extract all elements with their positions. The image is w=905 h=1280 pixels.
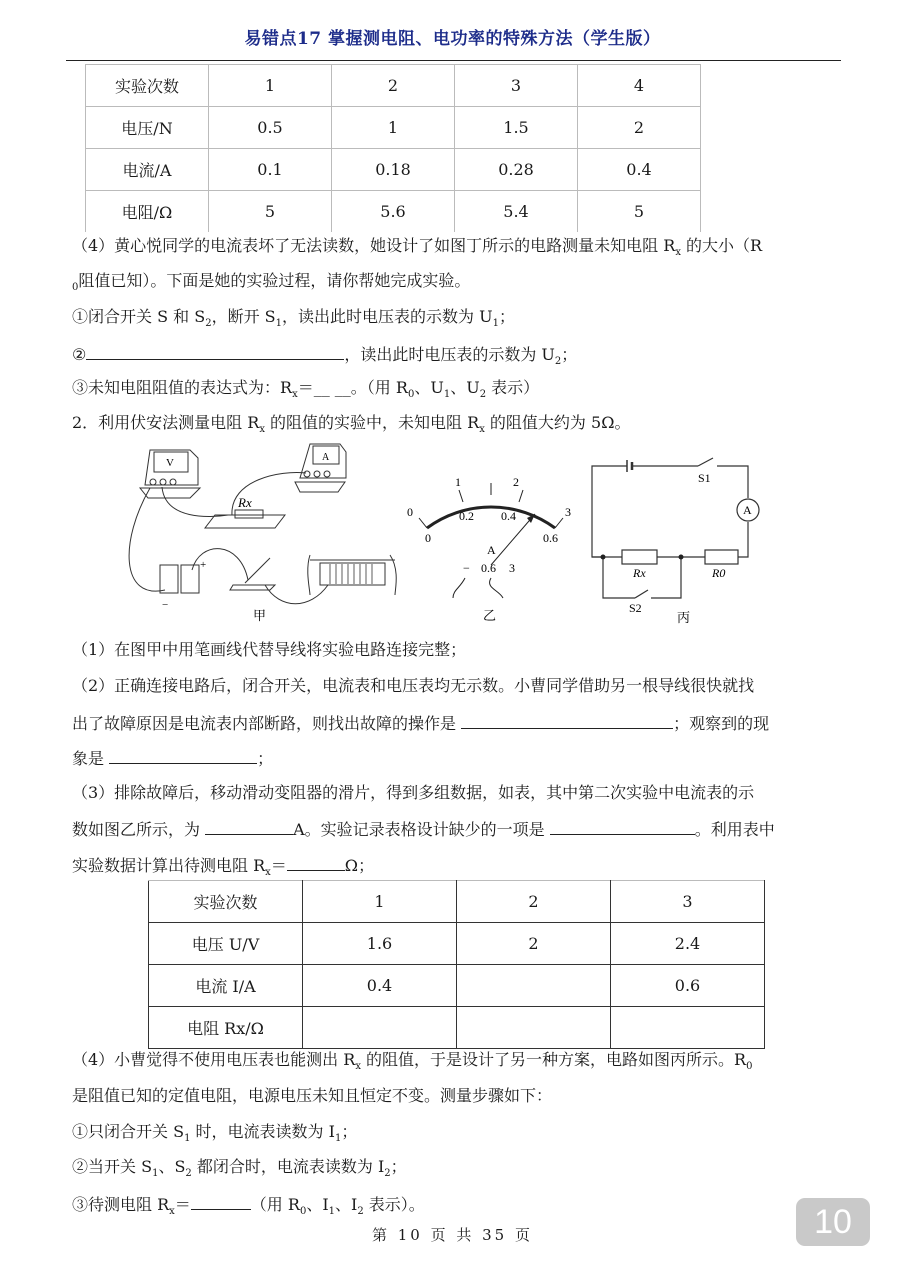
svg-text:A: A	[487, 543, 496, 557]
q1-part4-line1: （4）黄心悦同学的电流表坏了无法读数，她设计了如图丁所示的电路测量未知电阻 $R_x$ 的大小（R	[72, 236, 763, 259]
svg-text:R0: R0	[712, 566, 726, 580]
q2-part3-line3: 实验数据计算出待测电阻 $R_x= \Omega$；	[72, 856, 375, 879]
table-cell: 0.6	[611, 965, 765, 1007]
table-cell: 3	[611, 881, 765, 923]
table-row	[86, 191, 701, 233]
table-cell: 2	[457, 881, 611, 923]
svg-text:Rx: Rx	[633, 566, 646, 580]
table-cell: 实验次数	[149, 881, 303, 923]
table-cell: 0.5	[209, 107, 332, 149]
answer-blank[interactable]	[550, 818, 695, 835]
table-row	[86, 65, 701, 107]
svg-text:−: −	[162, 599, 169, 611]
page-number-footer: 第 10 页 共 35 页	[371, 1226, 533, 1244]
svg-text:丙: 丙	[677, 610, 691, 625]
svg-text:甲: 甲	[253, 608, 267, 623]
table-cell	[457, 965, 611, 1007]
svg-text:0.6: 0.6	[543, 531, 558, 545]
header-rule	[66, 60, 841, 61]
q2-part3-line1: （3）排除故障后，移动滑动变阻器的滑片，得到多组数据，如表，其中第二次实验中电流表的示	[72, 783, 755, 802]
page-title: 易错点17 掌握测电阻、电功率的特殊方法（学生版）	[244, 29, 661, 49]
svg-text:0: 0	[425, 531, 431, 545]
table-cell: 5.6	[332, 191, 455, 233]
q2-part4-line2: 是阻值已知的定值电阻，电源电压未知且恒定不变。测量步骤如下：	[72, 1086, 553, 1105]
table-cell: 1	[332, 107, 455, 149]
table-cell: 电压 U/V	[149, 923, 303, 965]
q2-part1: （1）在图甲中用笔画线代替导线将实验电路连接完整；	[72, 640, 467, 659]
table-cell: 1	[303, 881, 457, 923]
table-row	[149, 923, 765, 965]
answer-blank[interactable]	[86, 343, 344, 360]
q2-part2-line1: （2）正确连接电路后，闭合开关，电流表和电压表均无示数。小曹同学借助另一根导线很快就找	[72, 676, 755, 695]
table-cell: 2.4	[611, 923, 765, 965]
table-cell: 0.1	[209, 149, 332, 191]
svg-text:S2: S2	[629, 601, 642, 615]
table-row	[86, 107, 701, 149]
table-row	[86, 149, 701, 191]
figure-jia-circuit-apparatus	[110, 440, 410, 630]
q1-step1: ①闭合开关 S 和 $S_2$，断开 $S_1$，读出此时电压表的示数为 $U_1$；	[72, 307, 515, 330]
q2-part4-step3: ③待测电阻 $R_x=$ （用 $R_0$、$I_1$、$I_2$ 表示）。	[72, 1195, 425, 1218]
figure-yi-ammeter-dial	[395, 450, 595, 630]
svg-text:乙: 乙	[483, 608, 497, 623]
svg-text:0.2: 0.2	[459, 509, 474, 523]
table-cell: 0.4	[303, 965, 457, 1007]
svg-text:Rx: Rx	[238, 495, 252, 510]
answer-blank[interactable]	[205, 818, 293, 835]
table-row	[149, 965, 765, 1007]
svg-text:A: A	[743, 503, 752, 517]
svg-text:3: 3	[565, 505, 571, 519]
table-cell: 1.6	[303, 923, 457, 965]
svg-text:A: A	[322, 452, 330, 463]
table-cell: 0.4	[578, 149, 701, 191]
table-cell: 实验次数	[86, 65, 209, 107]
table-cell	[611, 1007, 765, 1049]
table-cell: 1	[209, 65, 332, 107]
table-cell: 5	[578, 191, 701, 233]
table-cell: 1.5	[455, 107, 578, 149]
svg-text:0: 0	[407, 505, 413, 519]
q1-step3: ③未知电阻阻值的表达式为：$R_x=\_\_$ __。（用 $R_0$、$U_1$、$U_2$ 表示）	[72, 378, 540, 401]
table-cell: 3	[455, 65, 578, 107]
q2-intro: 2．利用伏安法测量电阻 $R_x$ 的阻值的实验中，未知电阻 $R_x$ 的阻值大约为 5Ω。	[72, 413, 631, 436]
svg-text:S1: S1	[698, 471, 711, 485]
svg-text:0.6: 0.6	[481, 561, 496, 575]
table-cell: 5.4	[455, 191, 578, 233]
data-table-1	[85, 64, 701, 232]
table-cell: 电流/A	[86, 149, 209, 191]
table-cell: 电阻 Rx/Ω	[149, 1007, 303, 1049]
table-cell: 2	[457, 923, 611, 965]
table-cell: 0.28	[455, 149, 578, 191]
q2-part2-line2: 出了故障原因是电流表内部断路，则找出故障的操作是 ；观察到的现	[72, 714, 770, 733]
q2-part4-step1: ①只闭合开关 $S_1$ 时，电流表读数为 $I_1$；	[72, 1122, 358, 1145]
q2-part4-step2: ②当开关 $S_1$、$S_2$ 都闭合时，电流表读数为 $I_2$；	[72, 1157, 407, 1180]
table-cell: 4	[578, 65, 701, 107]
svg-text:3: 3	[509, 561, 515, 575]
table-cell: 电流 I/A	[149, 965, 303, 1007]
svg-text:0.4: 0.4	[501, 509, 516, 523]
table-row	[149, 1007, 765, 1049]
data-table-2	[148, 880, 765, 1049]
table-cell: 电阻/Ω	[86, 191, 209, 233]
page-badge: 10	[796, 1198, 870, 1246]
table-cell: 电压/N	[86, 107, 209, 149]
table-cell	[303, 1007, 457, 1049]
figure-bing-circuit-diagram	[585, 450, 785, 630]
table-cell: 2	[332, 65, 455, 107]
svg-text:V: V	[166, 457, 174, 469]
q1-part4-line2: $_0$阻值已知）。下面是她的实验过程，请你帮她完成实验。	[72, 271, 471, 294]
svg-text:−: −	[463, 561, 470, 575]
answer-blank[interactable]	[287, 854, 345, 871]
q2-part2-line3: 象是 ；	[72, 749, 274, 768]
q2-part4-line1: （4）小曹觉得不使用电压表也能测出 $R_x$ 的阻值，于是设计了另一种方案，电路如图丙所示。$R_0$	[72, 1050, 753, 1073]
table-cell: 2	[578, 107, 701, 149]
table-row	[149, 881, 765, 923]
answer-blank[interactable]	[191, 1193, 251, 1210]
answer-blank[interactable]	[109, 747, 257, 764]
table-cell: 0.18	[332, 149, 455, 191]
table-cell: 5	[209, 191, 332, 233]
svg-text:2: 2	[513, 475, 519, 489]
answer-blank[interactable]	[461, 712, 673, 729]
q1-step2: ② ，读出此时电压表的示数为 $U_2$；	[72, 345, 578, 368]
svg-text:1: 1	[455, 475, 461, 489]
table-cell	[457, 1007, 611, 1049]
q2-part3-line2: 数如图乙所示，为 A。实验记录表格设计缺少的一项是 。利用表中	[72, 820, 775, 839]
svg-text:+: +	[200, 559, 207, 571]
